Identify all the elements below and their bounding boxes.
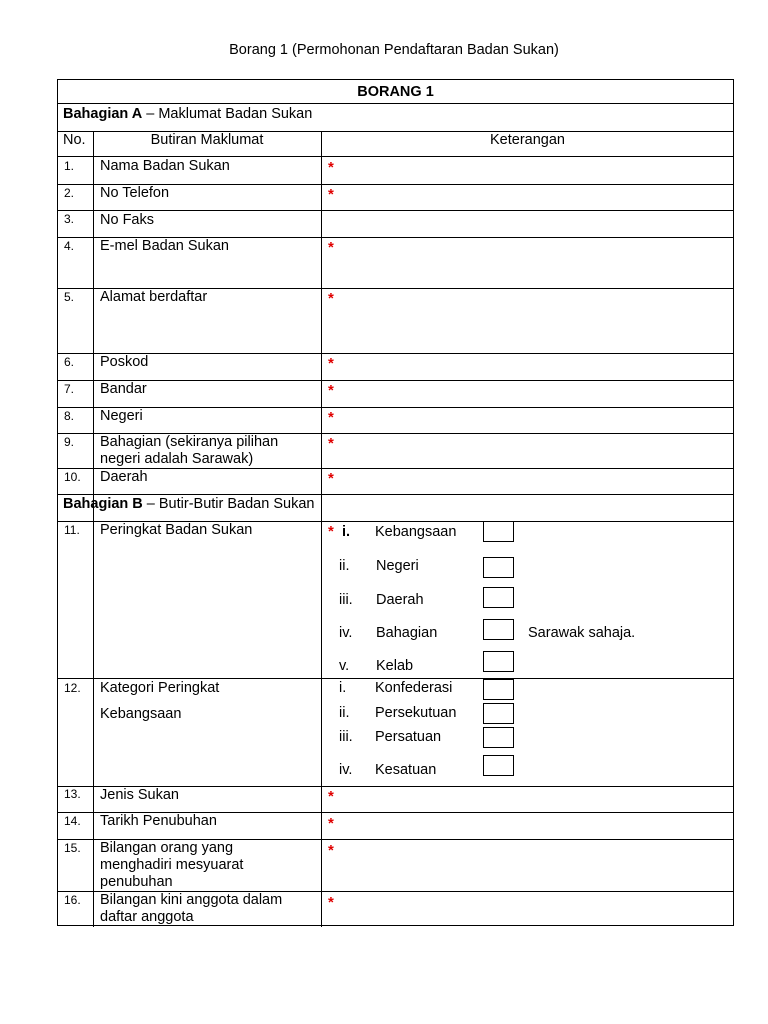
option-label: Daerah xyxy=(376,592,424,608)
checkbox-persekutuan[interactable] xyxy=(483,703,514,724)
field-label: Jenis Sukan xyxy=(100,787,179,803)
row-number: 3. xyxy=(64,212,75,226)
option-numeral: iv. xyxy=(339,762,353,778)
field-label: E-mel Badan Sukan xyxy=(100,238,229,254)
checkbox-kelab[interactable] xyxy=(483,651,514,672)
checkbox-kesatuan[interactable] xyxy=(483,755,514,776)
row-divider xyxy=(58,353,733,354)
field-label: No Faks xyxy=(100,212,154,228)
row-number: 4. xyxy=(64,239,75,253)
field-label: Daerah xyxy=(100,469,148,485)
required-mark: * xyxy=(328,470,334,487)
option-numeral: iii. xyxy=(339,729,353,745)
required-mark: * xyxy=(328,290,334,307)
row-number: 11. xyxy=(64,523,80,537)
field-label-line: Bilangan orang yang xyxy=(100,840,234,856)
document-title: Borang 1 (Permohonan Pendaftaran Badan Sukan) xyxy=(229,42,559,58)
field-label: Tarikh Penubuhan xyxy=(100,813,217,829)
column-divider xyxy=(321,131,322,521)
option-numeral: iii. xyxy=(339,592,353,608)
field-label: Negeri xyxy=(100,408,143,424)
column-header-no: No. xyxy=(63,132,86,148)
row-number: 7. xyxy=(64,382,75,396)
row-number: 12. xyxy=(64,681,81,695)
required-mark: * xyxy=(328,355,334,372)
option-note: Sarawak sahaja. xyxy=(528,625,636,641)
row-divider xyxy=(58,407,733,408)
column-divider xyxy=(93,521,94,927)
checkbox-negeri[interactable] xyxy=(483,557,514,578)
section-a-title: – Maklumat Badan Sukan xyxy=(142,106,313,122)
row-number: 10. xyxy=(64,470,81,484)
checkbox-daerah[interactable] xyxy=(483,587,514,608)
required-mark: * xyxy=(328,788,334,805)
row-number: 16. xyxy=(64,893,81,907)
row-number: 14. xyxy=(64,814,81,828)
field-label: Bandar xyxy=(100,381,147,397)
option-label: Persatuan xyxy=(375,729,442,745)
section-b-heading xyxy=(63,495,314,513)
field-label-line: Bahagian (sekiranya pilihan xyxy=(100,434,279,450)
section-a-heading xyxy=(63,105,312,123)
option-label: Negeri xyxy=(376,558,419,574)
field-label-line: negeri adalah Sarawak) xyxy=(100,451,254,467)
section-a-label: Bahagian A xyxy=(63,106,143,122)
option-numeral: iv. xyxy=(339,625,353,641)
field-label: Peringkat Badan Sukan xyxy=(100,522,253,538)
required-mark: * xyxy=(328,523,334,540)
field-label: Poskod xyxy=(100,354,149,370)
column-header-details: Butiran Maklumat xyxy=(150,132,264,148)
row-divider xyxy=(58,468,733,469)
row-number: 6. xyxy=(64,355,75,369)
option-numeral: i. xyxy=(342,524,351,540)
option-label: Kesatuan xyxy=(375,762,437,778)
row-divider xyxy=(58,103,733,104)
option-label: Kebangsaan xyxy=(375,524,457,540)
row-number: 5. xyxy=(64,290,75,304)
field-label-line: penubuhan xyxy=(100,874,173,890)
checkbox-konfederasi[interactable] xyxy=(483,679,514,700)
field-label-line: Bilangan kini anggota dalam xyxy=(100,892,283,908)
option-label: Kelab xyxy=(376,658,414,674)
row-divider xyxy=(58,210,733,211)
field-label: No Telefon xyxy=(100,185,170,201)
field-label: Nama Badan Sukan xyxy=(100,158,230,174)
column-divider xyxy=(93,131,94,521)
required-mark: * xyxy=(328,159,334,176)
field-label-line: Kebangsaan xyxy=(100,706,182,722)
required-mark: * xyxy=(328,842,334,859)
field-label-line: menghadiri mesyuarat xyxy=(100,857,244,873)
option-numeral: i. xyxy=(339,680,347,696)
option-numeral: ii. xyxy=(339,705,350,721)
required-mark: * xyxy=(328,409,334,426)
field-label: Alamat berdaftar xyxy=(100,289,208,305)
field-label-line: daftar anggota xyxy=(100,909,194,925)
option-numeral: ii. xyxy=(339,558,350,574)
option-numeral: v. xyxy=(339,658,350,674)
required-mark: * xyxy=(328,815,334,832)
checkbox-bahagian[interactable] xyxy=(483,619,514,640)
section-b-label: Bahagian B xyxy=(63,496,143,512)
form-heading: BORANG 1 xyxy=(357,84,434,100)
row-number: 15. xyxy=(64,841,81,855)
column-divider xyxy=(321,521,322,927)
row-number: 9. xyxy=(64,435,75,449)
row-divider xyxy=(58,380,733,381)
field-label-line: Kategori Peringkat xyxy=(100,680,220,696)
checkbox-persatuan[interactable] xyxy=(483,727,514,748)
row-number: 13. xyxy=(64,787,81,801)
option-label: Konfederasi xyxy=(375,680,453,696)
required-mark: * xyxy=(328,435,334,452)
column-header-remarks: Keterangan xyxy=(490,132,565,148)
row-number: 1. xyxy=(64,159,75,173)
row-number: 2. xyxy=(64,186,75,200)
required-mark: * xyxy=(328,894,334,911)
required-mark: * xyxy=(328,239,334,256)
section-b-title: – Butir-Butir Badan Sukan xyxy=(142,496,315,512)
required-mark: * xyxy=(328,186,334,203)
option-label: Persekutuan xyxy=(375,705,457,721)
row-number: 8. xyxy=(64,409,75,423)
option-label: Bahagian xyxy=(376,625,438,641)
required-mark: * xyxy=(328,382,334,399)
checkbox-kebangsaan[interactable] xyxy=(483,521,514,542)
